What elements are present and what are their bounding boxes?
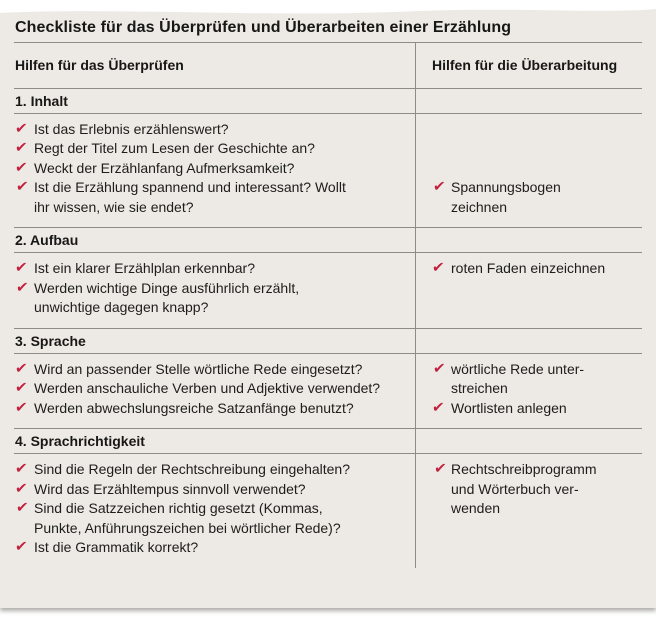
section-1-heading: 1. Inhalt: [15, 92, 68, 109]
section-2-heading-right-cell: [415, 228, 642, 252]
column-header-right: [415, 43, 642, 88]
section-2-left-cell: [14, 253, 415, 328]
check-icon: ✔: [14, 461, 29, 477]
page-title: Checkliste für das Überprüfen und Überarbeiten einer Erzählung: [15, 19, 512, 36]
item-text: Spannungsbogen: [451, 179, 561, 195]
item-text: und Wörterbuch ver-: [451, 480, 579, 497]
checklist-item: [15, 399, 407, 419]
section-2-content-row: [14, 253, 642, 329]
column-header-left-label: Hilfen für das Überprüfen: [15, 57, 184, 73]
section-3-heading-right-cell: [415, 329, 642, 353]
check-icon: ✔: [14, 159, 29, 176]
checklist-table: [14, 42, 642, 568]
section-4-content-row: [14, 454, 642, 568]
item-text: Werden wichtige Dinge ausführlich erzählt,: [34, 279, 300, 296]
checklist-item: [432, 360, 638, 399]
section-1-right-cell: [415, 114, 642, 228]
item-text: wörtliche Rede unter-: [451, 360, 585, 377]
scanned-page: [0, 7, 656, 608]
checklist-document: [0, 7, 656, 568]
checklist-item: [15, 159, 407, 179]
check-icon: ✔: [432, 360, 447, 377]
section-4-heading: 4. Sprachrichtigkeit: [15, 433, 145, 449]
item-text: Sind die Regeln der Rechtschreibung eingehalten?: [34, 461, 350, 477]
section-4-heading-right-cell: [415, 429, 642, 453]
checklist-item: [15, 360, 407, 380]
table-header-row: [14, 43, 642, 89]
section-3-left-cell: [14, 354, 415, 429]
checklist-item: [15, 379, 407, 399]
check-icon: ✔: [14, 140, 29, 156]
checklist-item: [15, 460, 407, 480]
checklist-item: [15, 120, 407, 140]
check-icon: ✔: [14, 260, 29, 276]
section-1-heading-row: [14, 89, 642, 114]
item-text: zeichnen: [451, 198, 508, 215]
item-text: unwichtige dagegen knapp?: [34, 299, 209, 315]
item-text: Wird das Erzähltempus sinnvoll verwendet?: [34, 480, 306, 497]
checklist-item: [432, 178, 638, 217]
section-4-heading-row: [14, 429, 642, 454]
checklist-item: [15, 499, 407, 538]
item-text: Punkte, Anführungszeichen bei wörtlicher Rede)?: [34, 519, 341, 536]
check-icon: ✔: [431, 260, 446, 276]
checklist-item: [432, 259, 638, 279]
section-1-left-cell: [14, 114, 415, 228]
section-2-right-cell: [415, 253, 642, 328]
check-icon: ✔: [14, 399, 29, 416]
item-text: Wird an passender Stelle wörtliche Rede eingesetzt?: [34, 360, 363, 377]
checklist-item: [432, 460, 638, 519]
checklist-item: [15, 178, 407, 217]
section-4-left-cell: [14, 454, 415, 568]
item-text: Ist das Erlebnis erzählenswert?: [34, 120, 229, 137]
item-text: Werden abwechslungsreiche Satzanfänge benutzt?: [34, 399, 354, 416]
section-1-heading-right-cell: [415, 89, 642, 113]
checklist-item: [15, 279, 407, 318]
item-text: Wortlisten anlegen: [451, 399, 567, 416]
item-text: Werden anschauliche Verben und Adjektive verwendet?: [34, 380, 381, 396]
item-text: Regt der Titel zum Lesen der Geschichte an?: [34, 140, 315, 156]
item-text: Rechtschreibprogramm: [451, 461, 597, 477]
check-icon: ✔: [431, 399, 446, 416]
check-icon: ✔: [14, 360, 29, 377]
check-icon: ✔: [15, 500, 30, 516]
check-icon: ✔: [15, 279, 30, 296]
item-text: Ist ein klarer Erzählplan erkennbar?: [34, 260, 256, 276]
item-text: Sind die Satzzeichen richtig gesetzt (Kommas,: [34, 500, 323, 516]
section-3-content-row: [14, 354, 642, 430]
checklist-item: [15, 538, 407, 558]
check-icon: ✔: [433, 461, 448, 477]
check-icon: ✔: [14, 120, 29, 137]
check-icon: ✔: [432, 179, 447, 195]
section-1-content-row: [14, 114, 642, 229]
column-header-left: [14, 43, 415, 88]
section-3-right-cell: [415, 354, 642, 429]
section-2-heading-row: [14, 228, 642, 253]
section-3-heading-row: [14, 329, 642, 354]
item-text: ihr wissen, wie sie endet?: [34, 198, 194, 215]
checklist-item: [15, 139, 407, 159]
section-4-right-cell: [415, 454, 642, 568]
checklist-item: [15, 480, 407, 500]
section-3-heading: 3. Sprache: [15, 332, 86, 349]
checklist-item: [15, 259, 407, 279]
item-text: wenden: [451, 500, 501, 516]
check-icon: ✔: [14, 380, 29, 396]
check-icon: ✔: [14, 539, 29, 555]
check-icon: ✔: [14, 480, 29, 497]
item-text: streichen: [451, 380, 508, 396]
checklist-item: [432, 399, 638, 419]
item-text: roten Faden einzeichnen: [451, 260, 606, 276]
item-text: Ist die Erzählung spannend und interessant? Wollt: [34, 179, 346, 195]
column-header-right-label: Hilfen für die Überarbeitung: [432, 57, 618, 73]
item-text: Ist die Grammatik korrekt?: [34, 539, 199, 555]
item-text: Weckt der Erzählanfang Aufmerksamkeit?: [34, 159, 295, 176]
check-icon: ✔: [15, 179, 30, 195]
section-2-heading: 2. Aufbau: [15, 232, 79, 248]
